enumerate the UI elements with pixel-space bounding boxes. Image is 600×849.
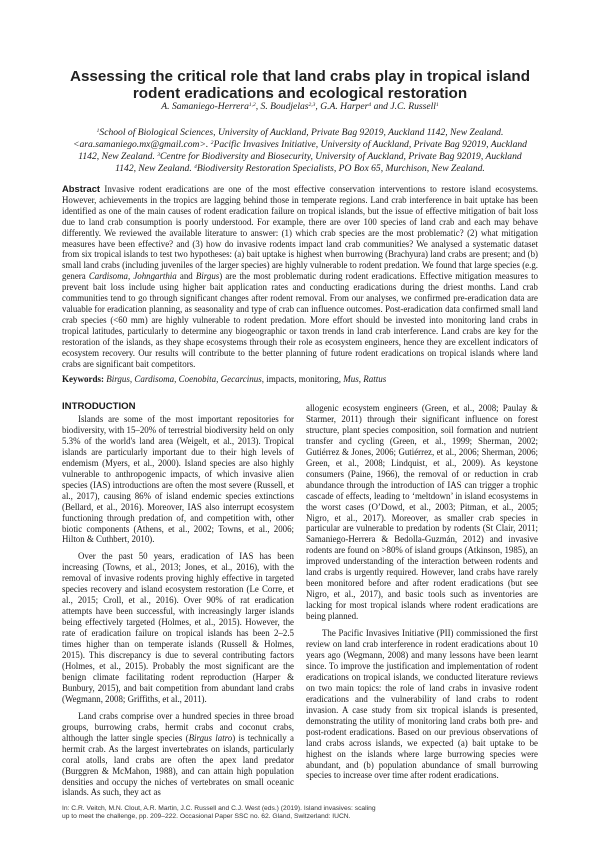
- genus-name: Cardisoma: [88, 271, 128, 282]
- author-affiliation-mark: 2,3: [308, 102, 316, 108]
- body-text: ) is technically a hermit crab. As the largest invertebrates on islands, particularly coral atolls, land crabs are often the apex land predator (Burggren & McMahon, 1988), and can attain high population densities and occupy the niches of vertebrates on small oceanic islands. As such, they act as: [62, 732, 294, 798]
- body-paragraph: allogenic ecosystem engineers (Green, et al., 2008; Paulay & Starmer, 2011) through their significant influence on forest structure, plant species composition, soil formation and nutrient transfer and cycling (Green, et al., 1999; Sherman, 2002; Gutiérrez & Jones, 2006; Gutiérrez, et al., 2006; Sherman, 2006; Green, et al., 2008; Lindquist, et al., 2009). As keystone consumers (Paine, 1966), the removal of or reduction in crab abundance through the introduction of IAS can trigger a trophic cascade of effects, leading to ‘meltdown’ in island ecosystems in the worst cases (O’Dowd, et al., 2003; Pitman, et al., 2005; Nigro, et al., 2017). Moreover, as smaller crab species in particular are vulnerable to predation by rodents (St Clair, 2011; Samaniego-Herrera & Bedolla-Guzmán, 2012) and invasive rodents are found on >80% of island groups (Atkinson, 1985), an improved understanding of the interaction between rodents and land crabs is urgently required. However, land crabs have rarely been monitored before and after rodent eradications (but see Nigro, et al., 2017), and basic tools such as inventories are lacking for most tropical islands where rodent eradications are being planned.: [306, 403, 538, 622]
- affiliation-mark: 2: [210, 140, 214, 146]
- citation-line: In: C.R. Veitch, M.N. Clout, A.R. Martin, J.C. Russell and C.J. West (eds.) (2019). Island invasives: scaling: [62, 805, 376, 812]
- author-affiliation-mark: 4: [368, 102, 372, 108]
- body-paragraph: [62, 711, 294, 799]
- author-name: J.C. Russell: [390, 101, 436, 112]
- abstract: [62, 184, 538, 369]
- species-name: Birgus latro: [188, 732, 233, 743]
- author-name: S. Boudjelas: [260, 101, 309, 112]
- affiliation-text: Biodiversity Restoration Specialists, PO Box 65, Murchison, New Zealand.: [196, 163, 485, 174]
- author-separator: ,: [315, 101, 321, 112]
- section-heading-introduction: INTRODUCTION: [62, 401, 136, 412]
- affiliation-text: Pacific Invasives Initiative, University of Auckland, Private Bag 92019, Auckland 1142, New Zealand.: [78, 139, 527, 162]
- citation-footer: [62, 805, 538, 821]
- affiliation-mark: 4: [194, 164, 197, 170]
- abstract-text: Invasive rodent eradications are one of the most effective conservation interventions to restore island ecosystems. However, achievements in the tropics are lagging behind those in temperate regions. Land crab interference in bait uptake has been identified as one of the main causes of rodent eradication failure on tropical islands, but the issue of effective mitigation of bait loss due to land crab consumption is poorly understood. For example, there are over 100 species of land crab and each may behave differently. We reviewed the available literature to answer: (1) which crab species are the most problematic? (2) what mitigation measures have been effective? and (3) how do invasive rodents impact land crab communities? We analysed a systematic dataset from six tropical islands to test two hypotheses: (a) bait uptake is highest when burrowing (Brachyura) land crabs are present; and (b) small land crabs (including juveniles of the larger species) are highly vulnerable to rodent predation. We found that large species (e.g. genera: [62, 184, 538, 282]
- genus-name: Birgus: [195, 271, 220, 282]
- author-separator: ,: [255, 101, 261, 112]
- paper-title: Assessing the critical role that land crabs play in tropical island rodent eradications and ecological restoration: [70, 68, 530, 102]
- abstract-label: Abstract: [62, 183, 101, 194]
- keywords-label: Keywords:: [62, 374, 104, 384]
- body-text: Land crabs comprise over a hundred species in three broad groups, burrowing crabs, hermit crabs and coconut crabs, although the latter single species (: [62, 710, 294, 743]
- body-column-right: [306, 403, 538, 787]
- abstract-text: and: [176, 271, 196, 282]
- affiliation-mark: 3: [157, 152, 161, 158]
- author-affiliation-mark: 1: [435, 102, 439, 108]
- body-paragraph: Over the past 50 years, eradication of IAS has been increasing (Towns, et al., 2013; Jones, et al., 2016), with the removal of invasive rodents proving highly effective in targeted species recovery and island ecosystem restoration (Le Corre, et al., 2015; Croll, et al., 2016). Over 90% of rat eradication attempts have been successful, with increasingly larger islands being effectively targeted (Holmes, et al., 2015). However, the rate of eradication failure on tropical islands has been 2–2.5 times higher than on temperate islands (Russell & Holmes, 2015). This discrepancy is due to several contributing factors (Holmes, et al., 2015). Probably the most significant are the benign climate facilitating rodent reproduction (Harper & Bunbury, 2015), and bait competition from abundant land crabs (Wegmann, 2008; Griffiths, et al., 2011).: [62, 551, 294, 704]
- affiliation-text: School of Biological Sciences, University of Auckland, Private Bag 92019, Auckland 1142, New Zealand. <ara.samaniego.mx@gmail.com>.: [73, 127, 504, 150]
- author-separator: and: [371, 101, 391, 112]
- keywords-genera: Birgus, Cardisoma, Coenobita, Gecarcinus: [106, 374, 262, 384]
- body-column-left: [62, 414, 294, 804]
- affiliations: [70, 127, 530, 175]
- body-paragraph: The Pacific Invasives Initiative (PII) commissioned the first review on land crab interference in rodent eradications about 10 years ago (Wegmann, 2008) and many lessons have been learnt since. To improve the justification and implementation of rodent eradications on tropical islands, we conducted literature reviews on two main topics: the role of land crabs in invasive rodent eradications and the vulnerability of land crabs to rodent invasion. A case study from six tropical islands is presented, demonstrating the utility of monitoring land crabs both pre- and post-rodent eradications. Based on our previous observations of land crabs across islands, we expected (a) bait uptake to be highest on the islands where large burrowing species were abundant, and (b) population abundance of small burrowing species to increase over time after rodent eradications.: [306, 628, 538, 781]
- author-affiliation-mark: 1,2: [248, 102, 256, 108]
- author-name: A. Samaniego-Herrera: [161, 101, 249, 112]
- keywords: [62, 374, 538, 385]
- keywords-genera: Mus, Rattus: [343, 374, 387, 384]
- author-name: G.A. Harper: [320, 101, 369, 112]
- abstract-text: ,: [127, 271, 134, 282]
- abstract-text: ) are the most problematic during rodent eradications. Effective mitigation measures to prevent bait loss include using higher bait application rates and conducting eradications during the driest months. Land crab communities tend to go through significant changes after rodent removal. From our analyses, we confirmed pre-eradication data are valuable for eradication planning, as seasonality and type of crab can influence outcomes. Post-eradication data confirmed small land crab species (<60 mm) are highly vulnerable to rodent predation. More effort should be invested into monitoring land crabs in tropical latitudes, particularly to determine any biogeographic or taxon trends in land crab interference. Land crabs are key for the restoration of the islands, as they shape ecosystems through their role as ecosystem engineers, hence they are excellent indicators of ecosystem recovery. Our results will contribute to the better planning of future rodent eradications on tropical islands where land crabs are significant bait competitors.: [62, 271, 539, 369]
- affiliation-text: Centre for Biodiversity and Biosecurity, University of Auckland, Private Bag 92019, Auckland 1142, New Zealand.: [115, 151, 522, 174]
- author-list: [60, 101, 540, 113]
- citation-line: up to meet the challenge, pp. 209–222. Occasional Paper SSC no. 62. Gland, Switzerland: IUCN.: [62, 813, 351, 820]
- genus-name: Johngarthia: [133, 271, 177, 282]
- affiliation-mark: 1: [96, 128, 100, 134]
- keywords-terms: , impacts, monitoring,: [261, 374, 344, 384]
- body-paragraph: Islands are some of the most important repositories for biodiversity, with 15–20% of terrestrial biodiversity held on only 5.3% of the world's land area (Weigelt, et al., 2013). Tropical islands are particularly important due to their high levels of endemism (Myers, et al., 2000). Island species are also highly vulnerable to anthropogenic impacts, of which invasive alien species (IAS) introductions are often the most severe (Russell, et al., 2017), causing 86% of island endemic species extinctions (Bellard, et al., 2016). Moreover, IAS also interrupt ecosystem functioning through predation of, and competition with, other biotic components (Athens, et al., 2002; Towns, et al., 2006; Hilton & Cuthbert, 2010).: [62, 414, 294, 545]
